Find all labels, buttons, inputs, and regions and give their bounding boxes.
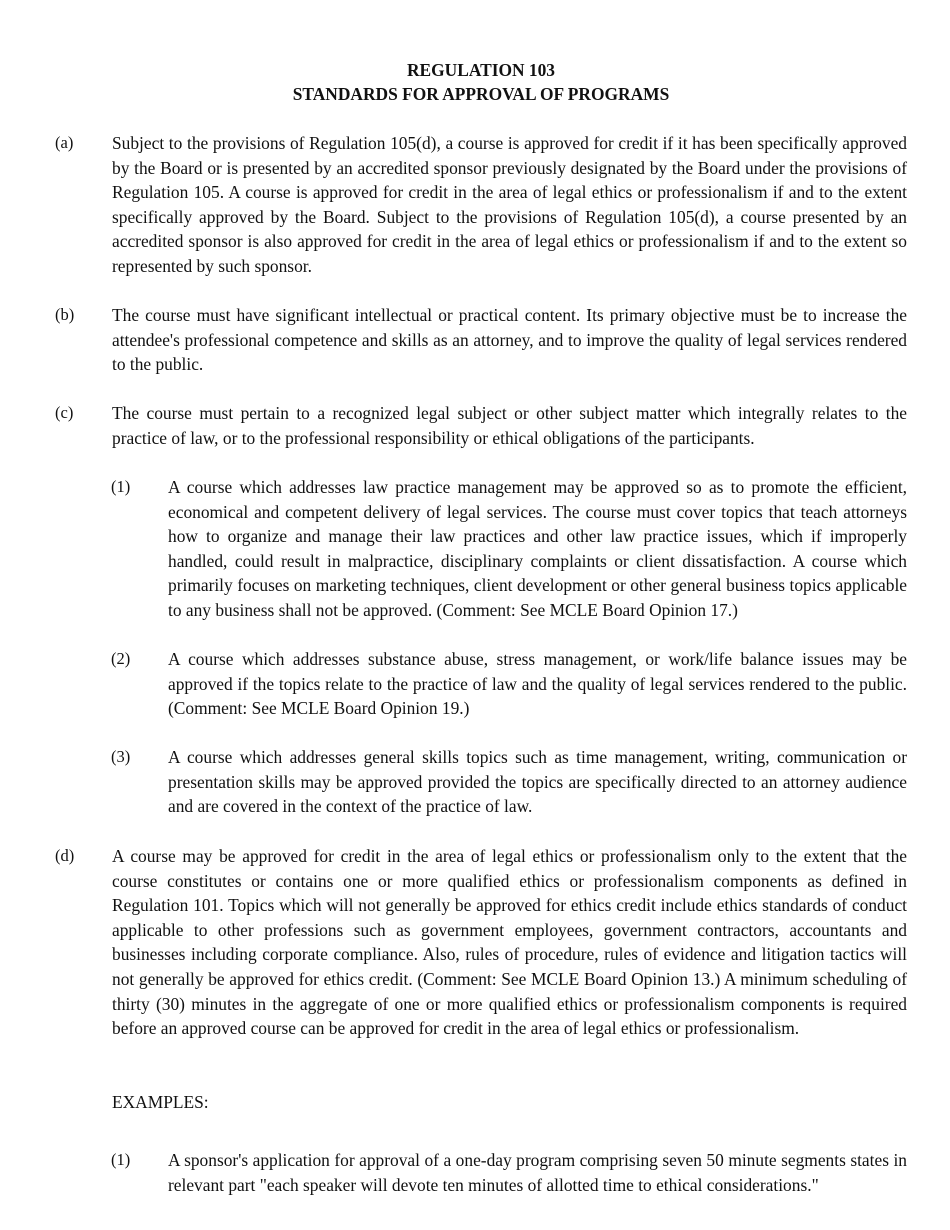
section-c-text: The course must pertain to a recognized legal subject or other subject matter which integrally relates to the practice of law, or to the professional responsibility or ethical obligations of the participants. — [112, 403, 907, 448]
section-c-label: (c) — [55, 403, 74, 422]
section-c-item-2-text: A course which addresses substance abuse, stress management, or work/life balance issues may be approved if the topics relate to the practice of law and the quality of legal services rendered to the public. (Comment: See MCLE Board Opinion 19.) — [168, 649, 907, 719]
section-d-text: A course may be approved for credit in the area of legal ethics or professionalism only to the extent that the course constitutes or contains one or more qualified ethics or professionalism components as defined in Regulation 101. Topics which will not generally be approved for ethics credit include ethics standards of conduct applicable to other professions such as government employees, government contractors, accountants and businesses including corporate compliance. Also, rules of procedure, rules of evidence and litigation tactics will not generally be approved for ethics credit. (Comment: See MCLE Board Opinion 13.) A minimum scheduling of thirty (30) minutes in the aggregate of one or more qualified ethics or professionalism components is required before an approved course can be approved for credit in the area of legal ethics or professionalism. — [112, 846, 907, 1039]
example-1-label: (1) — [111, 1150, 131, 1169]
section-c-item-2-label: (2) — [111, 649, 131, 668]
section-c-item-3-text: A course which addresses general skills topics such as time management, writing, communication or presentation skills may be approved provided the topics are specifically directed to an attorney audience and are covered in the context of the practice of law. — [168, 747, 907, 817]
section-d-label: (d) — [55, 846, 75, 865]
section-a-label: (a) — [55, 133, 74, 152]
section-b-label: (b) — [55, 305, 75, 324]
section-a-text: Subject to the provisions of Regulation 105(d), a course is approved for credit if it has been specifically approved by the Board or is presented by an accredited sponsor previously designated by the Board under the provisions of Regulation 105. A course is approved for credit in the area of legal ethics or professionalism if and to the extent specifically approved by the Board. Subject to the provisions of Regulation 105(d), a course presented by an accredited sponsor is also approved for credit in the area of legal ethics or professionalism if and to the extent so represented by such sponsor. — [112, 133, 907, 276]
regulation-title: STANDARDS FOR APPROVAL OF PROGRAMS — [292, 84, 670, 104]
regulation-number: REGULATION 103 — [407, 60, 555, 80]
section-c-item-3-label: (3) — [111, 747, 131, 766]
examples-heading: EXAMPLES: — [112, 1092, 209, 1112]
section-c-item-1-label: (1) — [111, 477, 131, 496]
example-1-text: A sponsor's application for approval of a one-day program comprising seven 50 minute segments states in relevant part "each speaker will devote ten minutes of allotted time to ethical considerations." — [168, 1150, 907, 1195]
section-b-text: The course must have significant intellectual or practical content. Its primary objective must be to increase the attendee's professional competence and skills as an attorney, and to improve the quality of legal services rendered to the public. — [112, 305, 907, 375]
section-c-item-1-text: A course which addresses law practice management may be approved so as to promote the efficient, economical and competent delivery of legal services. The course must cover topics that teach attorneys how to organize and manage their law practices and other law practice issues, which if improperly handled, could result in malpractice, disciplinary complaints or client dissatisfaction. A course which primarily focuses on marketing techniques, client development or other general business topics applicable to any business shall not be approved. (Comment: See MCLE Board Opinion 17.) — [168, 477, 907, 620]
